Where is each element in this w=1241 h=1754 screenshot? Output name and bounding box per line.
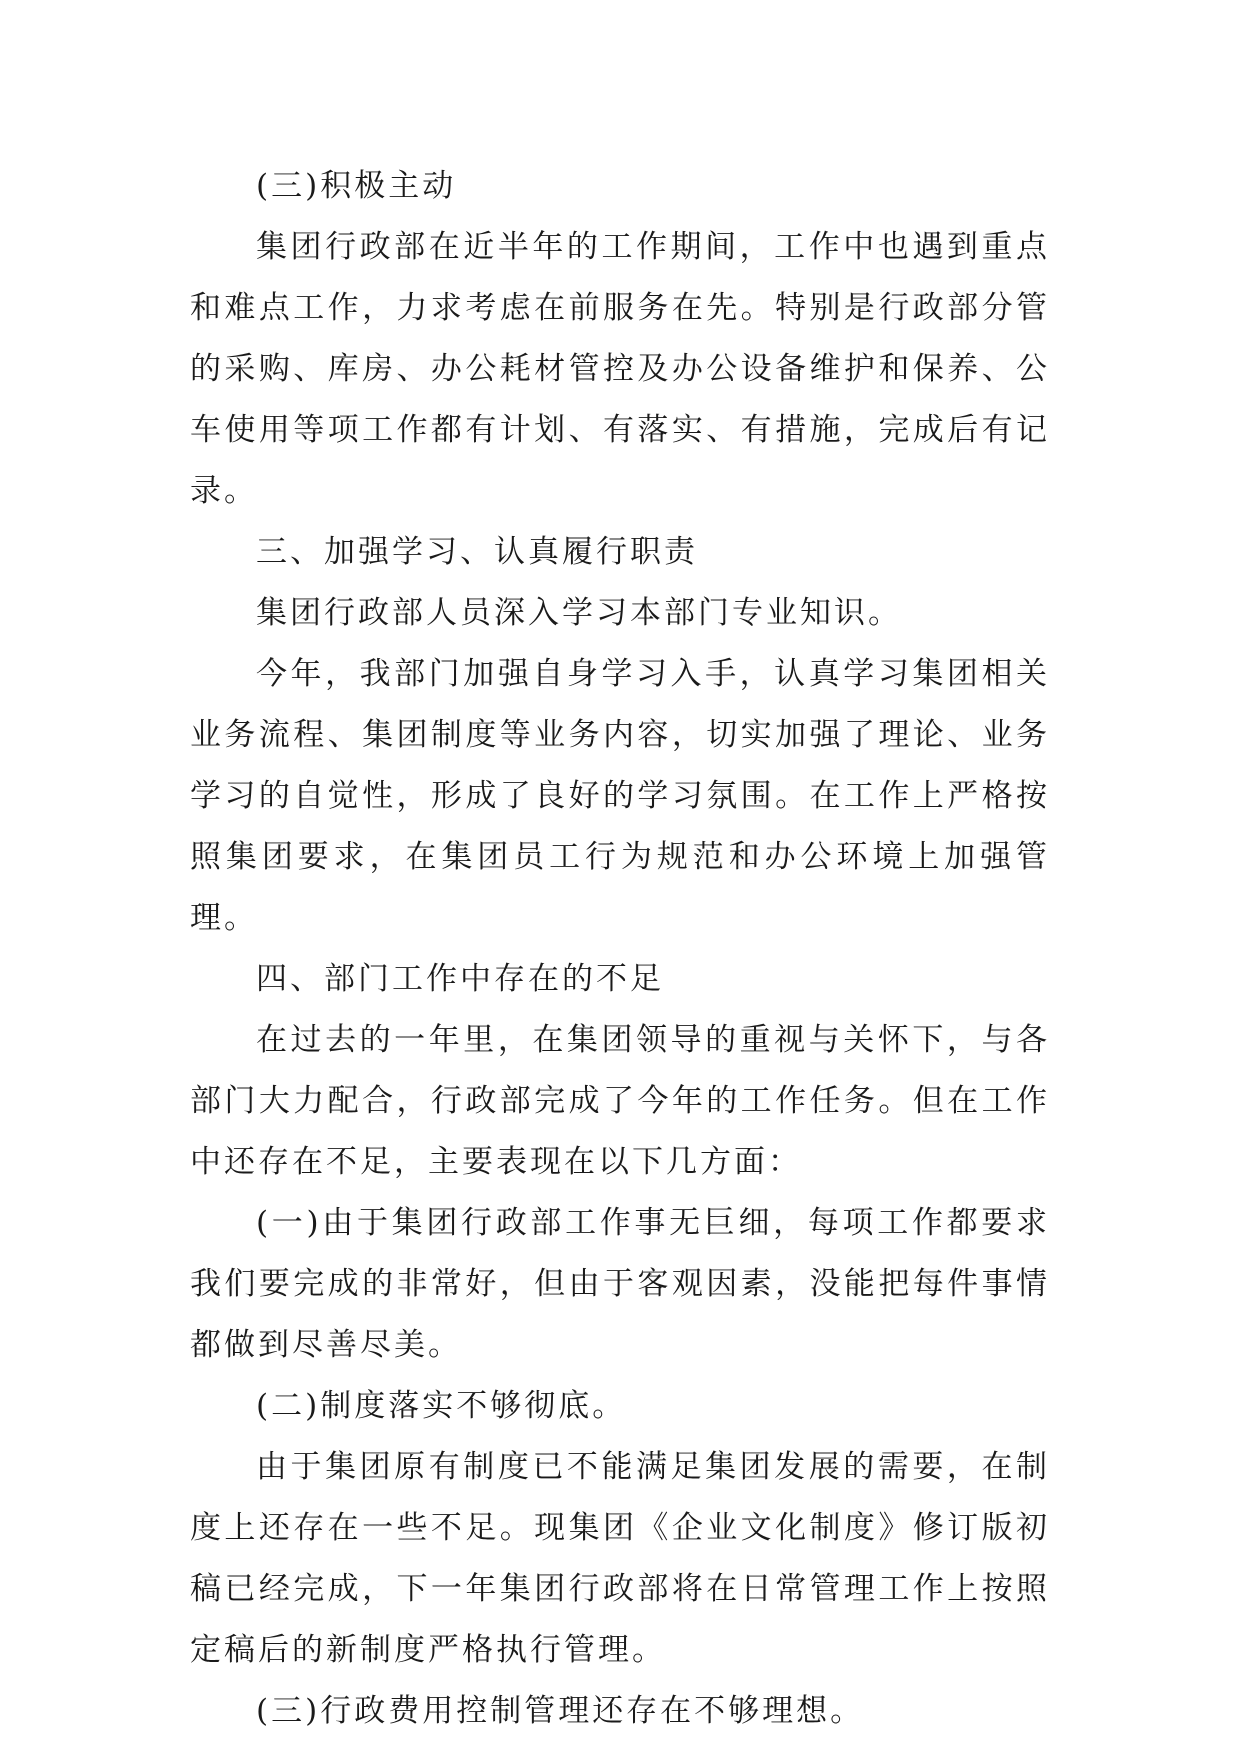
paragraph: 今年，我部门加强自身学习入手，认真学习集团相关业务流程、集团制度等业务内容，切实加强了理论、业务学习的自觉性，形成了良好的学习氛围。在工作上严格按照集团要求，在集团员工行为规范和办公环境上加强管理。 — [190, 656, 1050, 936]
subheading-system: (二)制度落实不够彻底。 — [256, 1388, 627, 1424]
paragraph: 由于集团原有制度已不能满足集团发展的需要，在制度上还存在一些不足。现集团《企业文化制度》修订版初稿已经完成，下一年集团行政部将在日常管理工作上按照定稿后的新制度严格执行管理。 — [190, 1449, 1050, 1668]
section-heading-shortcomings: 四、部门工作中存在的不足 — [256, 961, 664, 997]
section-heading-proactive: (三)积极主动 — [256, 168, 457, 204]
paragraph: 集团行政部在近半年的工作期间，工作中也遇到重点和难点工作，力求考虑在前服务在先。特别是行政部分管的采购、库房、办公耗材管控及办公设备维护和保养、公车使用等项工作都有计划、有落实、有措施，完成后有记录。 — [190, 229, 1050, 509]
subheading-cost-control: (三)行政费用控制管理还存在不够理想。 — [256, 1693, 865, 1729]
document-body — [190, 156, 1050, 1742]
paragraph: 在过去的一年里，在集团领导的重视与关怀下，与各部门大力配合，行政部完成了今年的工作任务。但在工作中还存在不足，主要表现在以下几方面： — [190, 1022, 1050, 1180]
section-heading-study: 三、加强学习、认真履行职责 — [256, 534, 698, 570]
paragraph: 集团行政部人员深入学习本部门专业知识。 — [256, 595, 902, 631]
paragraph: (一)由于集团行政部工作事无巨细，每项工作都要求我们要完成的非常好，但由于客观因素，没能把每件事情都做到尽善尽美。 — [190, 1205, 1050, 1363]
